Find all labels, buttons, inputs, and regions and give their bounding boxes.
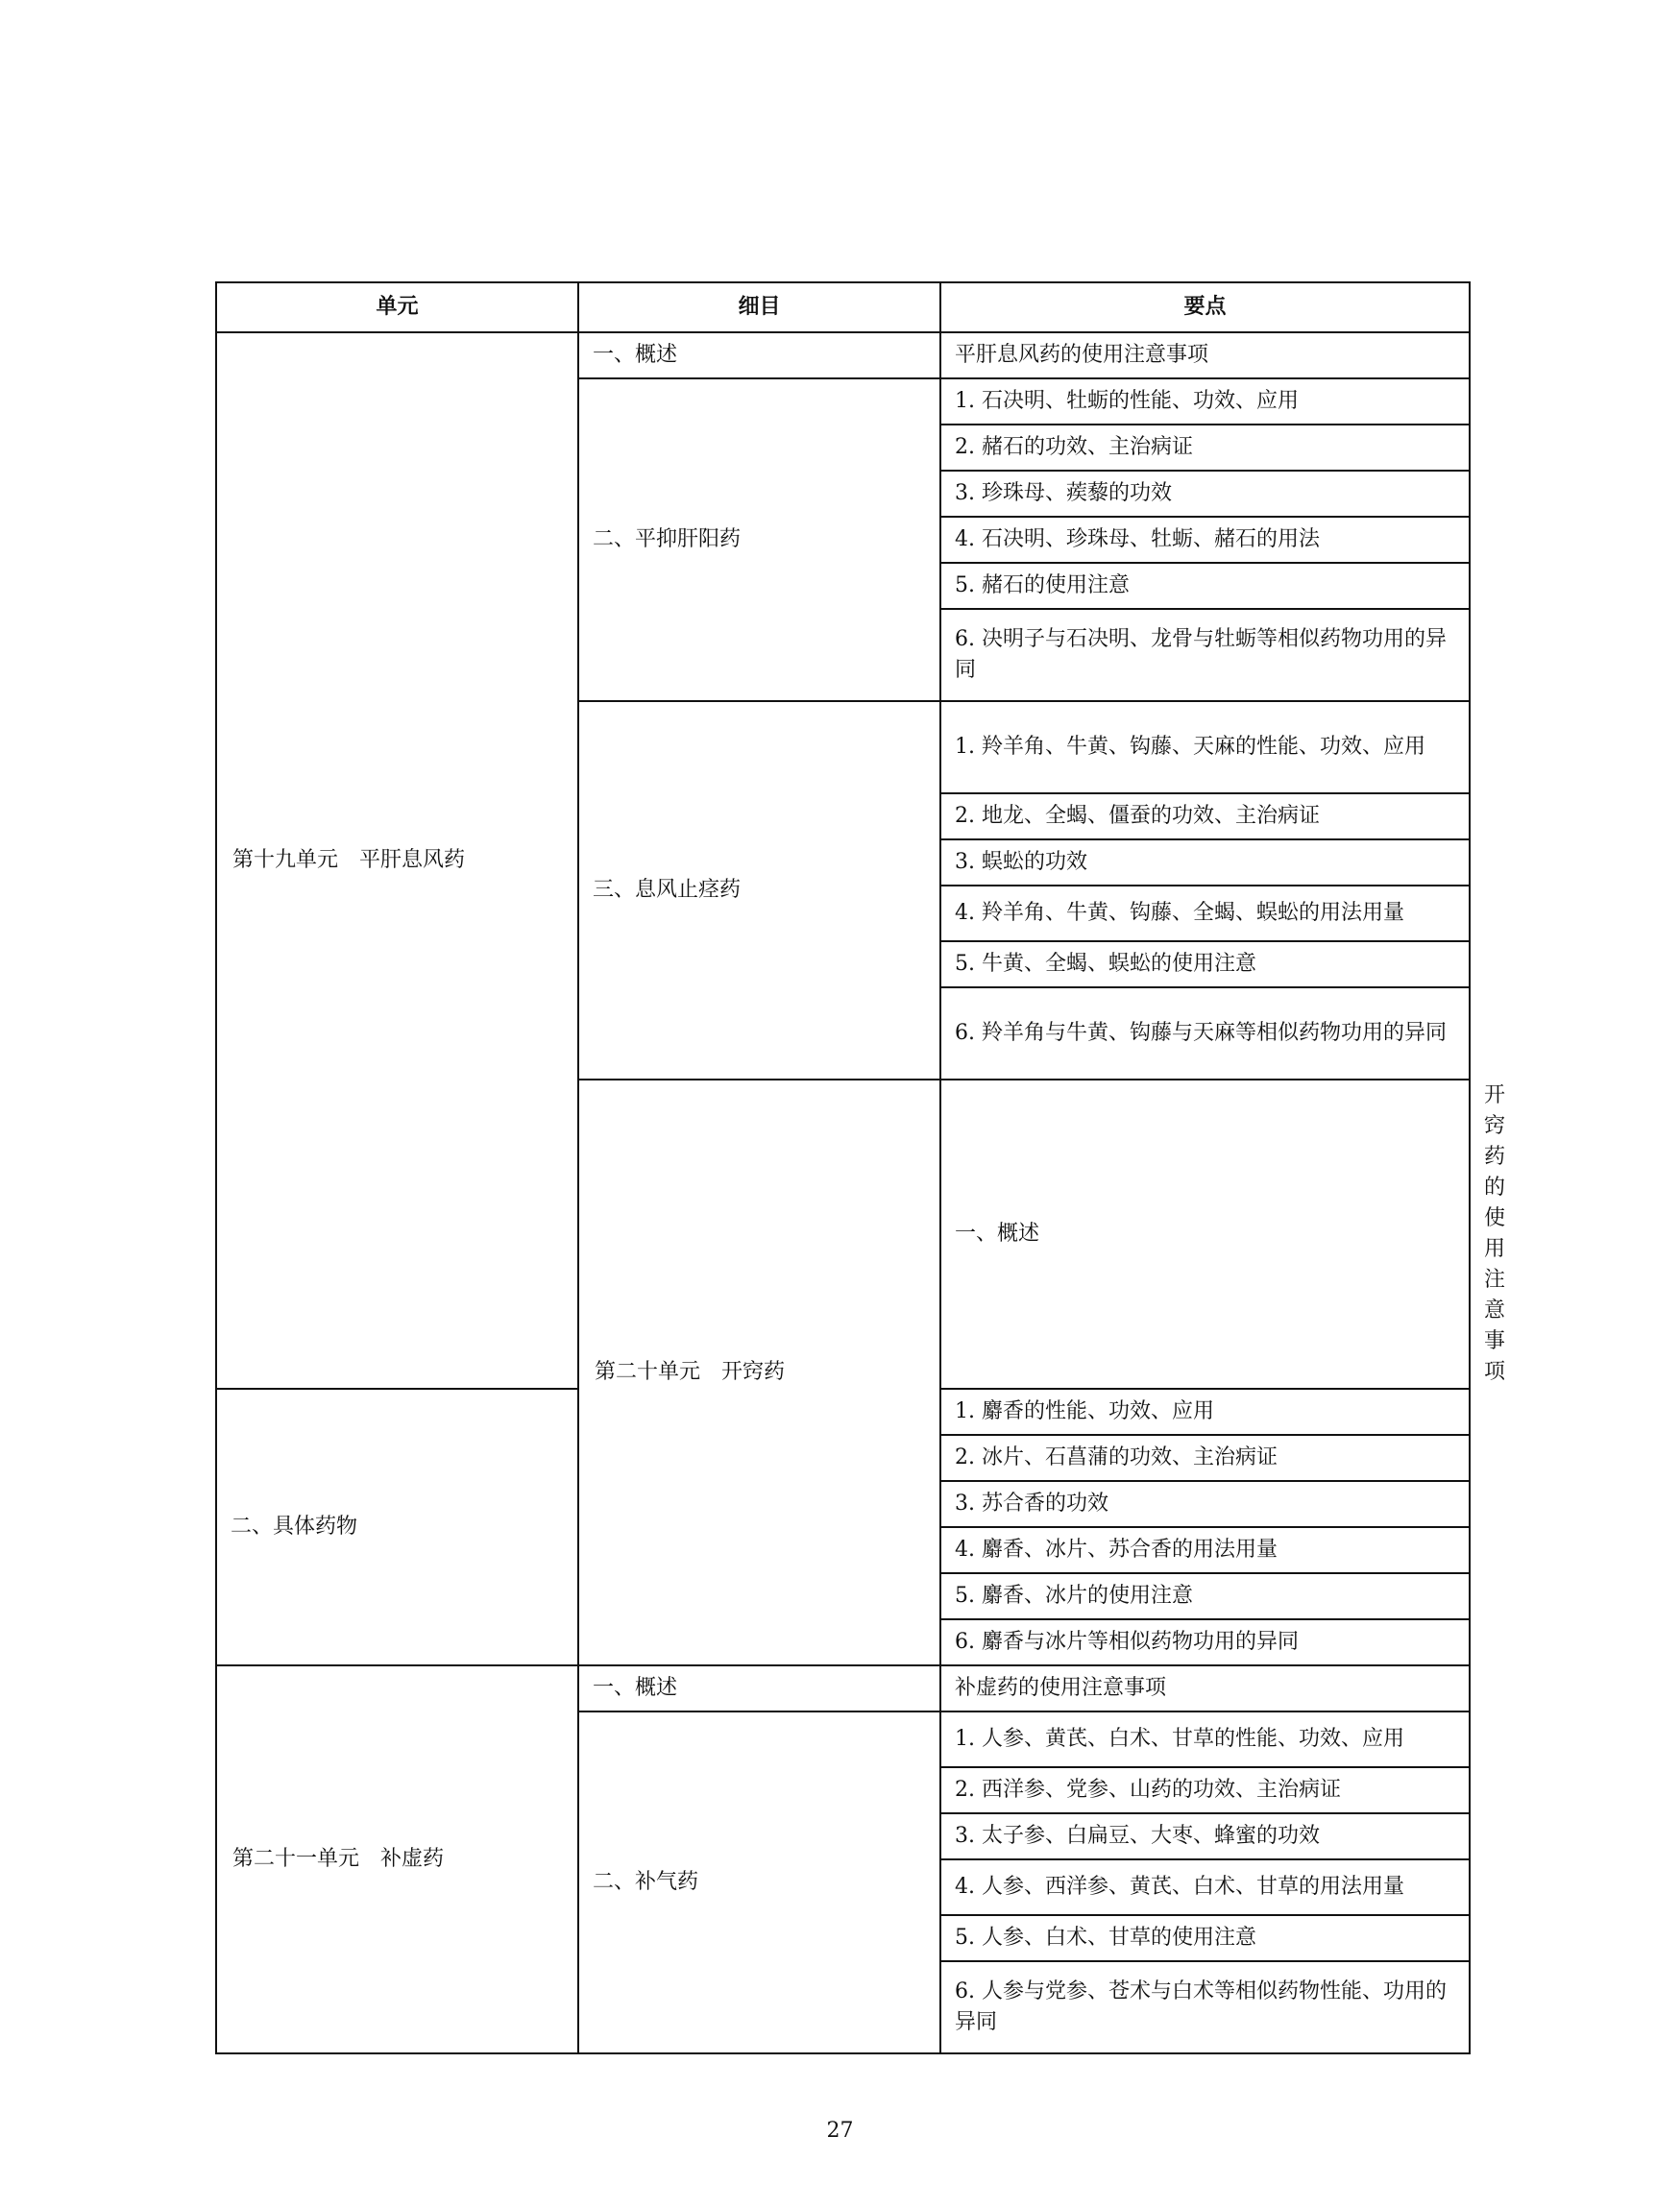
unit-cell: 第十九单元 平肝息风药 (216, 332, 578, 1389)
header-item: 细目 (578, 282, 940, 332)
section-cell: 二、平抑肝阳药 (578, 378, 940, 701)
point-cell: 4. 人参、西洋参、黄芪、白术、甘草的用法用量 (940, 1859, 1470, 1915)
section-cell: 一、概述 (940, 1080, 1470, 1389)
page-number: 27 (826, 2119, 854, 2143)
section-cell: 一、概述 (578, 332, 940, 378)
table-header-row (216, 282, 1470, 332)
point-cell: 平肝息风药的使用注意事项 (940, 332, 1470, 378)
point-cell: 2. 冰片、石菖蒲的功效、主治病证 (940, 1435, 1470, 1481)
section-cell: 三、息风止痉药 (578, 701, 940, 1080)
table-row: 第二十单元 开窍药 一、概述 开窍药的使用注意事项 (216, 1080, 1470, 1389)
point-cell: 2. 西洋参、党参、山药的功效、主治病证 (940, 1767, 1470, 1813)
point-cell: 6. 决明子与石决明、龙骨与牡蛎等相似药物功用的异同 (940, 609, 1470, 701)
point-cell: 4. 麝香、冰片、苏合香的用法用量 (940, 1527, 1470, 1573)
point-cell: 2. 地龙、全蝎、僵蚕的功效、主治病证 (940, 793, 1470, 839)
point-cell: 1. 人参、黄芪、白术、甘草的性能、功效、应用 (940, 1711, 1470, 1767)
point-cell: 5. 人参、白术、甘草的使用注意 (940, 1915, 1470, 1961)
unit-cell: 第二十一单元 补虚药 (216, 1665, 578, 2053)
point-cell: 3. 太子参、白扁豆、大枣、蜂蜜的功效 (940, 1813, 1470, 1859)
point-cell: 6. 麝香与冰片等相似药物功用的异同 (940, 1619, 1470, 1665)
point-cell: 3. 苏合香的功效 (940, 1481, 1470, 1527)
point-cell: 5. 牛黄、全蝎、蜈蚣的使用注意 (940, 941, 1470, 987)
point-cell: 3. 珍珠母、蒺藜的功效 (940, 471, 1470, 517)
unit-cell: 第二十单元 开窍药 (578, 1080, 940, 1665)
syllabus-table (215, 281, 1506, 2054)
section-cell: 一、概述 (578, 1665, 940, 1711)
point-cell: 3. 蜈蚣的功效 (940, 839, 1470, 886)
point-cell: 1. 麝香的性能、功效、应用 (940, 1389, 1470, 1435)
point-cell: 6. 羚羊角与牛黄、钩藤与天麻等相似药物功用的异同 (940, 987, 1470, 1080)
section-cell: 二、具体药物 (216, 1389, 578, 1665)
table-row (216, 1665, 1470, 1711)
point-cell: 补虚药的使用注意事项 (940, 1665, 1470, 1711)
point-cell: 6. 人参与党参、苍术与白术等相似药物性能、功用的异同 (940, 1961, 1470, 2053)
point-cell: 5. 赭石的使用注意 (940, 563, 1470, 609)
point-cell: 1. 羚羊角、牛黄、钩藤、天麻的性能、功效、应用 (940, 701, 1470, 793)
point-cell: 4. 石决明、珍珠母、牡蛎、赭石的用法 (940, 517, 1470, 563)
header-key-points: 要点 (940, 282, 1470, 332)
point-cell: 1. 石决明、牡蛎的性能、功效、应用 (940, 378, 1470, 425)
header-unit: 单元 (216, 282, 578, 332)
table-row (216, 332, 1470, 378)
point-cell: 5. 麝香、冰片的使用注意 (940, 1573, 1470, 1619)
point-cell: 2. 赭石的功效、主治病证 (940, 425, 1470, 471)
section-cell: 二、补气药 (578, 1711, 940, 2053)
point-cell: 4. 羚羊角、牛黄、钩藤、全蝎、蜈蚣的用法用量 (940, 886, 1470, 941)
